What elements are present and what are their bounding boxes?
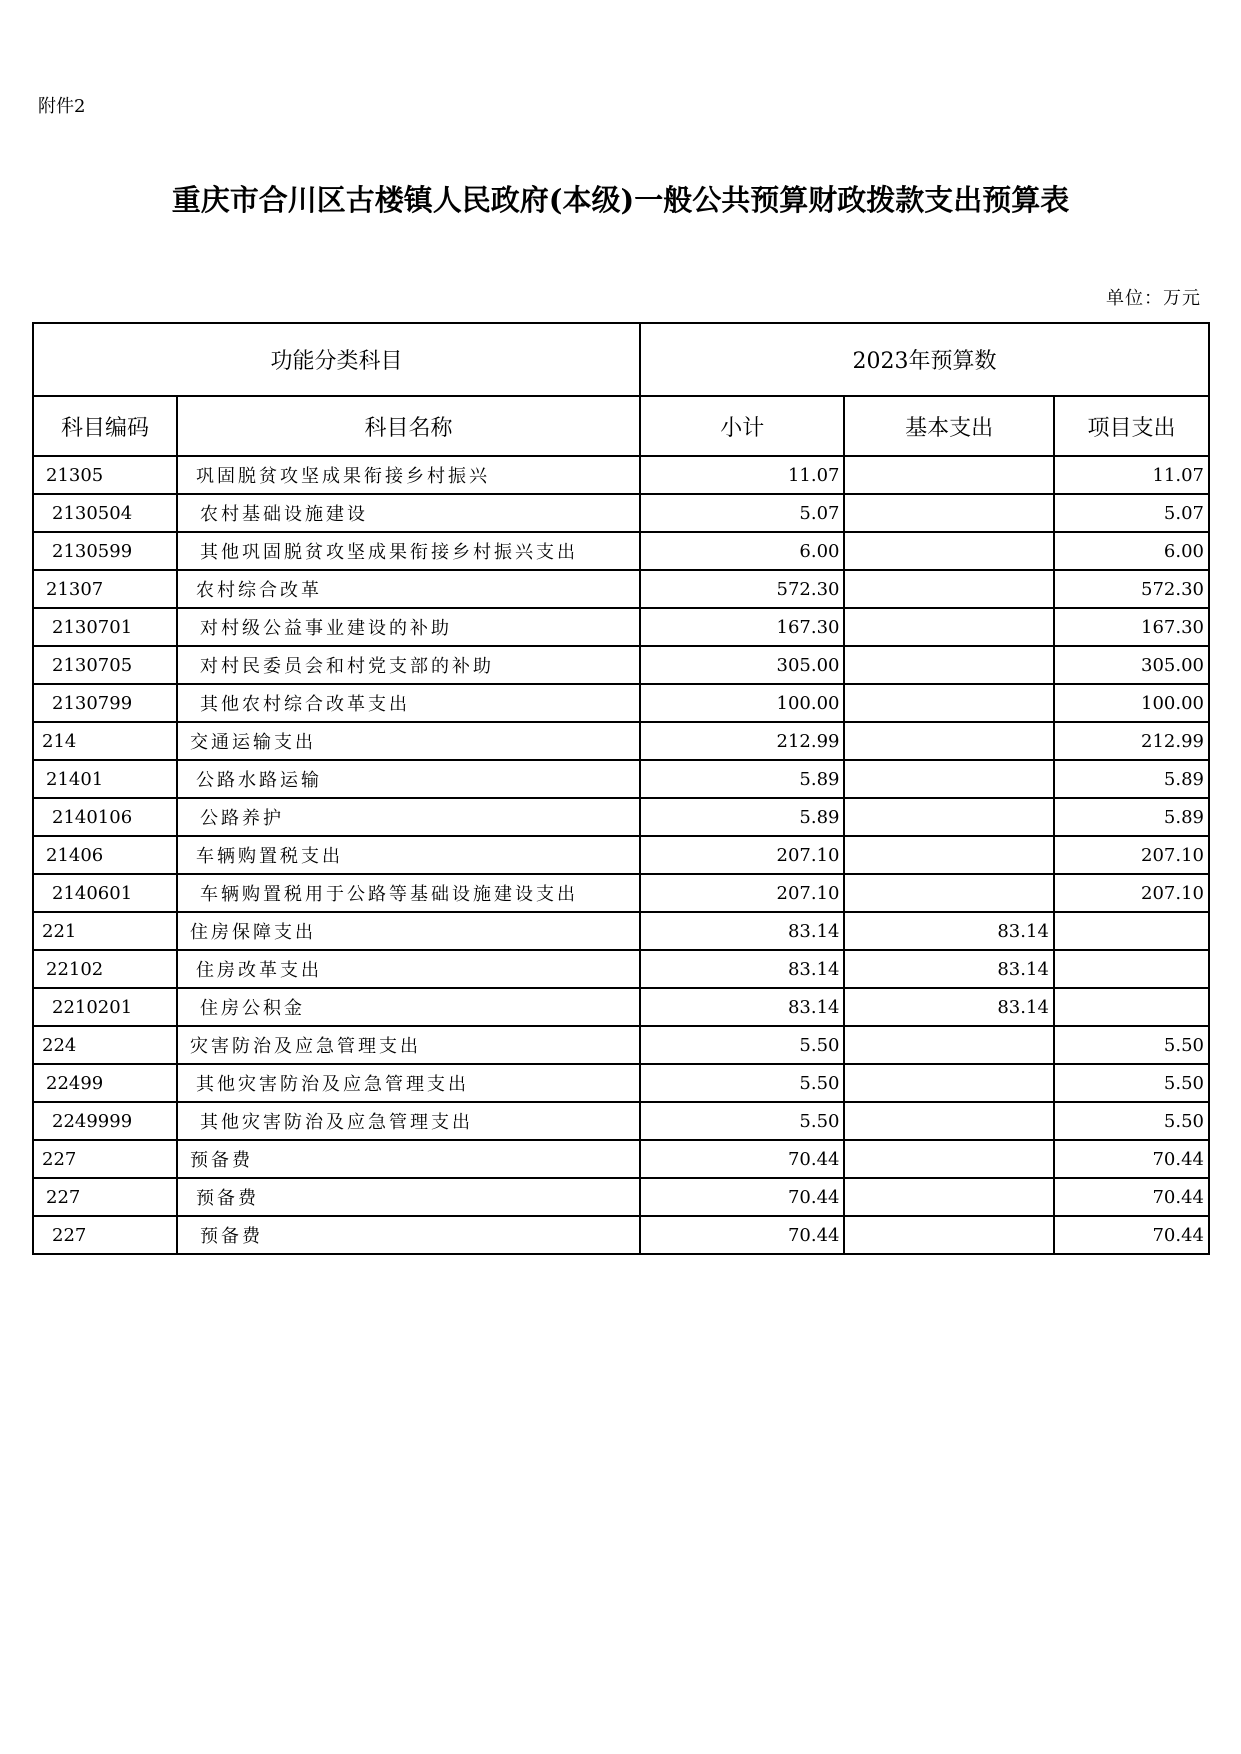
header-functional-category: 功能分类科目 bbox=[33, 323, 640, 396]
cell-code-text: 2130599 bbox=[52, 540, 133, 562]
cell-code-text: 227 bbox=[42, 1148, 77, 1170]
cell-code bbox=[33, 1064, 177, 1102]
cell-subtotal bbox=[640, 1216, 844, 1254]
cell-subtotal-text: 83.14 bbox=[787, 920, 840, 942]
cell-code bbox=[33, 684, 177, 722]
cell-project bbox=[1054, 646, 1209, 684]
cell-code bbox=[33, 1102, 177, 1140]
cell-basic bbox=[844, 494, 1053, 532]
table-row bbox=[33, 1026, 1209, 1064]
cell-name bbox=[177, 684, 640, 722]
attachment-label: 附件2 bbox=[38, 96, 86, 117]
cell-basic bbox=[844, 1216, 1053, 1254]
cell-subtotal-text: 305.00 bbox=[776, 654, 840, 676]
page-title: 重庆市合川区古楼镇人民政府(本级)一般公共预算财政拨款支出预算表 bbox=[171, 183, 1070, 217]
cell-project bbox=[1054, 1102, 1209, 1140]
cell-project-text: 207.10 bbox=[1141, 844, 1204, 866]
cell-subtotal bbox=[640, 684, 844, 722]
cell-code bbox=[33, 1026, 177, 1064]
cell-project bbox=[1054, 722, 1209, 760]
table-row bbox=[33, 988, 1209, 1026]
cell-project-text: 212.99 bbox=[1141, 730, 1204, 752]
cell-basic-text: 83.14 bbox=[997, 958, 1049, 980]
cell-subtotal bbox=[640, 494, 844, 532]
cell-name bbox=[177, 1064, 640, 1102]
cell-subtotal-text: 212.99 bbox=[776, 730, 840, 752]
cell-basic bbox=[844, 456, 1053, 494]
cell-name bbox=[177, 570, 640, 608]
cell-basic bbox=[844, 760, 1053, 798]
table-body bbox=[33, 456, 1209, 1254]
cell-project bbox=[1054, 798, 1209, 836]
cell-subtotal-text: 207.10 bbox=[776, 844, 840, 866]
cell-code-text: 224 bbox=[42, 1034, 77, 1056]
table-row bbox=[33, 1140, 1209, 1178]
cell-name-text: 住房公积金 bbox=[199, 998, 305, 1019]
cell-project bbox=[1054, 684, 1209, 722]
cell-code bbox=[33, 912, 177, 950]
cell-project-text: 207.10 bbox=[1141, 882, 1204, 904]
cell-subtotal-text: 100.00 bbox=[776, 692, 840, 714]
cell-subtotal-text: 70.44 bbox=[787, 1224, 840, 1246]
cell-subtotal bbox=[640, 646, 844, 684]
cell-name bbox=[177, 1140, 640, 1178]
cell-code bbox=[33, 836, 177, 874]
cell-subtotal-text: 11.07 bbox=[787, 464, 840, 486]
cell-name-text: 对村民委员会和村党支部的补助 bbox=[199, 656, 494, 677]
table-row bbox=[33, 722, 1209, 760]
table-row bbox=[33, 456, 1209, 494]
cell-project-text: 167.30 bbox=[1141, 616, 1204, 638]
header-name: 科目名称 bbox=[177, 396, 640, 456]
cell-basic bbox=[844, 1102, 1053, 1140]
cell-project-text: 5.89 bbox=[1163, 768, 1204, 790]
cell-project-text: 5.50 bbox=[1163, 1072, 1204, 1094]
cell-subtotal-text: 83.14 bbox=[787, 996, 840, 1018]
cell-name bbox=[177, 1178, 640, 1216]
table-row bbox=[33, 760, 1209, 798]
table-row bbox=[33, 798, 1209, 836]
cell-code bbox=[33, 760, 177, 798]
cell-code-text: 21406 bbox=[46, 844, 104, 866]
cell-project-text: 11.07 bbox=[1152, 464, 1204, 486]
cell-name bbox=[177, 532, 640, 570]
cell-basic-text: 83.14 bbox=[997, 920, 1049, 942]
cell-basic bbox=[844, 608, 1053, 646]
cell-name-text: 农村基础设施建设 bbox=[199, 504, 368, 525]
cell-name-text: 预备费 bbox=[189, 1150, 253, 1171]
cell-subtotal bbox=[640, 950, 844, 988]
cell-name bbox=[177, 1026, 640, 1064]
cell-code bbox=[33, 570, 177, 608]
header-project: 项目支出 bbox=[1054, 396, 1209, 456]
cell-subtotal bbox=[640, 798, 844, 836]
table-row bbox=[33, 912, 1209, 950]
cell-name-text: 其他灾害防治及应急管理支出 bbox=[199, 1112, 473, 1133]
cell-name-text: 车辆购置税用于公路等基础设施建设支出 bbox=[199, 884, 578, 905]
cell-project bbox=[1054, 608, 1209, 646]
cell-code-text: 22499 bbox=[46, 1072, 104, 1094]
cell-name-text: 其他灾害防治及应急管理支出 bbox=[195, 1074, 469, 1095]
cell-basic bbox=[844, 1026, 1053, 1064]
cell-project bbox=[1054, 874, 1209, 912]
cell-subtotal bbox=[640, 1178, 844, 1216]
cell-name-text: 巩固脱贫攻坚成果衔接乡村振兴 bbox=[195, 466, 490, 487]
cell-project bbox=[1054, 1216, 1209, 1254]
cell-subtotal-text: 5.50 bbox=[799, 1034, 840, 1056]
cell-code bbox=[33, 1216, 177, 1254]
table-row bbox=[33, 646, 1209, 684]
cell-name bbox=[177, 836, 640, 874]
table-row bbox=[33, 494, 1209, 532]
cell-project bbox=[1054, 912, 1209, 950]
cell-name bbox=[177, 988, 640, 1026]
cell-name-text: 预备费 bbox=[195, 1188, 259, 1209]
cell-subtotal bbox=[640, 608, 844, 646]
cell-project-text: 5.50 bbox=[1163, 1110, 1204, 1132]
cell-basic bbox=[844, 1178, 1053, 1216]
cell-subtotal-text: 167.30 bbox=[776, 616, 840, 638]
header-basic: 基本支出 bbox=[844, 396, 1053, 456]
cell-name bbox=[177, 456, 640, 494]
cell-subtotal bbox=[640, 874, 844, 912]
table-row bbox=[33, 1064, 1209, 1102]
cell-name-text: 其他农村综合改革支出 bbox=[199, 694, 410, 715]
cell-project-text: 70.44 bbox=[1152, 1148, 1204, 1170]
cell-basic bbox=[844, 684, 1053, 722]
cell-project-text: 70.44 bbox=[1152, 1186, 1204, 1208]
table-row bbox=[33, 608, 1209, 646]
header-row-2 bbox=[33, 396, 1209, 456]
cell-name-text: 农村综合改革 bbox=[195, 580, 322, 601]
cell-basic bbox=[844, 646, 1053, 684]
cell-name-text: 住房保障支出 bbox=[189, 922, 316, 943]
cell-name bbox=[177, 950, 640, 988]
cell-subtotal-text: 572.30 bbox=[776, 578, 840, 600]
cell-name-text: 其他巩固脱贫攻坚成果衔接乡村振兴支出 bbox=[199, 542, 578, 563]
cell-basic bbox=[844, 836, 1053, 874]
cell-subtotal-text: 207.10 bbox=[776, 882, 840, 904]
cell-project bbox=[1054, 950, 1209, 988]
cell-name-text: 预备费 bbox=[199, 1226, 263, 1247]
cell-project-text: 70.44 bbox=[1152, 1224, 1204, 1246]
cell-project-text: 305.00 bbox=[1141, 654, 1204, 676]
cell-code-text: 227 bbox=[52, 1224, 87, 1246]
cell-code-text: 2130799 bbox=[52, 692, 133, 714]
cell-code-text: 21307 bbox=[46, 578, 104, 600]
cell-code-text: 2130504 bbox=[52, 502, 133, 524]
header-subtotal: 小计 bbox=[640, 396, 844, 456]
cell-subtotal bbox=[640, 532, 844, 570]
cell-code-text: 214 bbox=[42, 730, 77, 752]
cell-basic bbox=[844, 1064, 1053, 1102]
cell-code bbox=[33, 646, 177, 684]
cell-code bbox=[33, 874, 177, 912]
table-row bbox=[33, 1216, 1209, 1254]
cell-project-text: 6.00 bbox=[1163, 540, 1204, 562]
cell-subtotal bbox=[640, 570, 844, 608]
cell-code bbox=[33, 532, 177, 570]
cell-code-text: 2130705 bbox=[52, 654, 133, 676]
cell-subtotal bbox=[640, 1140, 844, 1178]
cell-project bbox=[1054, 760, 1209, 798]
header-row-1 bbox=[33, 323, 1209, 396]
cell-project-text: 100.00 bbox=[1141, 692, 1204, 714]
cell-subtotal-text: 70.44 bbox=[787, 1148, 840, 1170]
cell-subtotal-text: 5.07 bbox=[799, 502, 840, 524]
cell-name bbox=[177, 874, 640, 912]
cell-name-text: 公路水路运输 bbox=[195, 770, 322, 791]
cell-project-text: 5.07 bbox=[1163, 502, 1204, 524]
cell-code-text: 21401 bbox=[46, 768, 104, 790]
table-row bbox=[33, 684, 1209, 722]
cell-name bbox=[177, 912, 640, 950]
cell-project bbox=[1054, 1064, 1209, 1102]
table-row bbox=[33, 570, 1209, 608]
cell-name bbox=[177, 646, 640, 684]
cell-name bbox=[177, 798, 640, 836]
cell-basic bbox=[844, 912, 1053, 950]
cell-basic bbox=[844, 988, 1053, 1026]
cell-basic bbox=[844, 874, 1053, 912]
cell-subtotal bbox=[640, 1102, 844, 1140]
cell-code-text: 2210201 bbox=[52, 996, 133, 1018]
table-row bbox=[33, 532, 1209, 570]
cell-name-text: 对村级公益事业建设的补助 bbox=[199, 618, 452, 639]
cell-subtotal bbox=[640, 760, 844, 798]
cell-basic bbox=[844, 722, 1053, 760]
cell-project bbox=[1054, 570, 1209, 608]
cell-project bbox=[1054, 532, 1209, 570]
header-code: 科目编码 bbox=[33, 396, 177, 456]
cell-name-text: 交通运输支出 bbox=[189, 732, 316, 753]
cell-name bbox=[177, 1216, 640, 1254]
cell-code-text: 22102 bbox=[46, 958, 104, 980]
cell-code-text: 221 bbox=[42, 920, 77, 942]
cell-code bbox=[33, 608, 177, 646]
cell-code-text: 227 bbox=[46, 1186, 81, 1208]
cell-basic bbox=[844, 1140, 1053, 1178]
cell-basic-text: 83.14 bbox=[997, 996, 1049, 1018]
cell-subtotal bbox=[640, 836, 844, 874]
cell-name bbox=[177, 760, 640, 798]
cell-subtotal bbox=[640, 1064, 844, 1102]
cell-code bbox=[33, 494, 177, 532]
cell-name bbox=[177, 1102, 640, 1140]
cell-basic bbox=[844, 532, 1053, 570]
cell-code bbox=[33, 988, 177, 1026]
cell-project bbox=[1054, 1026, 1209, 1064]
cell-subtotal-text: 5.50 bbox=[799, 1110, 840, 1132]
cell-code bbox=[33, 722, 177, 760]
cell-name bbox=[177, 494, 640, 532]
table-row bbox=[33, 1102, 1209, 1140]
cell-code bbox=[33, 950, 177, 988]
header-budget-year: 2023年预算数 bbox=[640, 323, 1209, 396]
cell-basic bbox=[844, 570, 1053, 608]
cell-subtotal bbox=[640, 988, 844, 1026]
cell-code-text: 21305 bbox=[46, 464, 104, 486]
cell-name bbox=[177, 722, 640, 760]
cell-subtotal-text: 70.44 bbox=[787, 1186, 840, 1208]
cell-project-text: 5.89 bbox=[1163, 806, 1204, 828]
table-row bbox=[33, 836, 1209, 874]
cell-code bbox=[33, 798, 177, 836]
cell-project-text: 572.30 bbox=[1141, 578, 1204, 600]
cell-code-text: 2140601 bbox=[52, 882, 133, 904]
cell-project bbox=[1054, 1140, 1209, 1178]
cell-name-text: 住房改革支出 bbox=[195, 960, 322, 981]
cell-subtotal-text: 6.00 bbox=[799, 540, 840, 562]
cell-code bbox=[33, 1140, 177, 1178]
table-row bbox=[33, 950, 1209, 988]
cell-code bbox=[33, 456, 177, 494]
cell-basic bbox=[844, 798, 1053, 836]
cell-project bbox=[1054, 456, 1209, 494]
cell-subtotal bbox=[640, 722, 844, 760]
cell-code-text: 2249999 bbox=[52, 1110, 133, 1132]
cell-subtotal-text: 5.89 bbox=[799, 768, 840, 790]
cell-code-text: 2140106 bbox=[52, 806, 133, 828]
cell-name-text: 灾害防治及应急管理支出 bbox=[189, 1036, 421, 1057]
cell-subtotal-text: 83.14 bbox=[787, 958, 840, 980]
cell-project bbox=[1054, 836, 1209, 874]
cell-subtotal-text: 5.89 bbox=[799, 806, 840, 828]
table-row bbox=[33, 1178, 1209, 1216]
cell-project bbox=[1054, 988, 1209, 1026]
unit-label: 单位：万元 bbox=[1106, 288, 1201, 309]
cell-project-text: 5.50 bbox=[1163, 1034, 1204, 1056]
cell-name bbox=[177, 608, 640, 646]
cell-subtotal bbox=[640, 912, 844, 950]
cell-name-text: 车辆购置税支出 bbox=[195, 846, 343, 867]
cell-project bbox=[1054, 494, 1209, 532]
cell-name-text: 公路养护 bbox=[199, 808, 284, 829]
budget-table bbox=[32, 322, 1210, 1255]
table-row bbox=[33, 874, 1209, 912]
cell-code bbox=[33, 1178, 177, 1216]
cell-basic bbox=[844, 950, 1053, 988]
cell-subtotal-text: 5.50 bbox=[799, 1072, 840, 1094]
cell-project bbox=[1054, 1178, 1209, 1216]
cell-subtotal bbox=[640, 1026, 844, 1064]
cell-subtotal bbox=[640, 456, 844, 494]
cell-code-text: 2130701 bbox=[52, 616, 133, 638]
